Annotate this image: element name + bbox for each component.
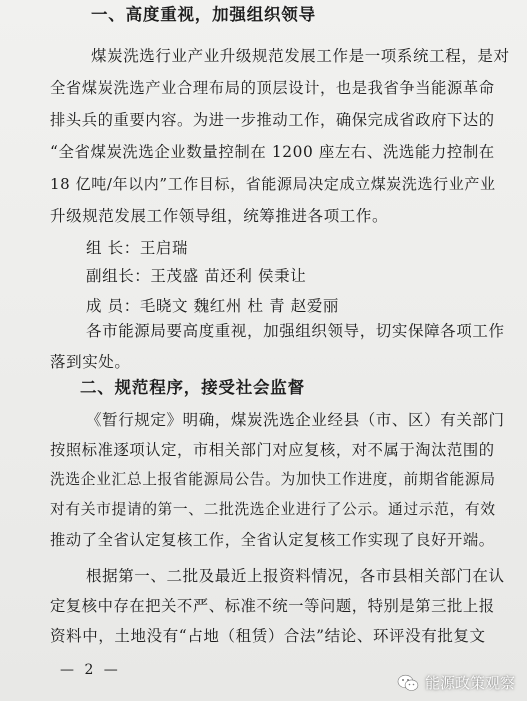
section-heading: 二、规范程序，接受社会监督 [80,378,305,397]
text-line: 升级规范发展工作领导组，统筹推进各项工作。 [50,207,389,225]
text-line: 副组长：王茂盛 苗还利 侯秉让 [86,267,307,285]
text-line: 《暂行规定》明确，煤炭洗选企业经县（市、区）有关部门 [86,411,505,429]
section-heading: 一、高度重视，加强组织领导 [91,5,316,24]
wechat-icon [397,674,419,692]
text-line: 洗选企业汇总上报省能源局公告。为加快工作进度，前期省能源局 [50,471,496,488]
text-line: 全省煤炭洗选产业合理布局的顶层设计，也是我省争当能源革命 [50,79,495,97]
text-line: 落到实处。 [50,353,131,371]
text-line: 资料中，土地没有“占地（租赁）合法”结论、环评没有批复文 [50,627,486,645]
text-line: 18 亿吨/年以内”工作目标，省能源局决定成立煤炭洗选行业产业 [50,175,496,193]
text-line: 对有关市提请的第一、二批洗选企业进行了公示。通过示范，有效 [50,501,496,518]
wechat-watermark [397,672,515,693]
text-line: 根据第一、二批及最近上报资料情况，各市县相关部门在认 [86,567,505,585]
text-line: 组 长：王启瑞 [86,239,189,257]
text-line: 各市能源局要高度重视，加强组织领导，切实保障各项工作 [86,322,505,340]
text-line: 煤炭洗选行业产业升级规范发展工作是一项系统工程，是对 [91,47,510,65]
watermark-text: 能源政策观察 [424,674,515,692]
page-number: — 2 — [60,662,121,678]
text-line: 定复核中存在把关不严、标准不统一等问题，特别是第三批上报 [50,597,495,615]
text-line: 推动了全省认定复核工作，全省认定复核工作实现了良好开端。 [50,531,495,549]
text-line: 成 员：毛晓文 魏红州 杜 青 赵爱丽 [86,297,340,315]
text-line: “全省煤炭洗选企业数量控制在 1200 座左右、洗选能力控制在 [50,143,495,161]
text-line: 排头兵的重要内容。为进一步推动工作，确保完成省政府下达的 [50,111,495,129]
text-line: 按照标准逐项认定，市相关部门对应复核，对不属于淘汰范围的 [50,441,495,459]
